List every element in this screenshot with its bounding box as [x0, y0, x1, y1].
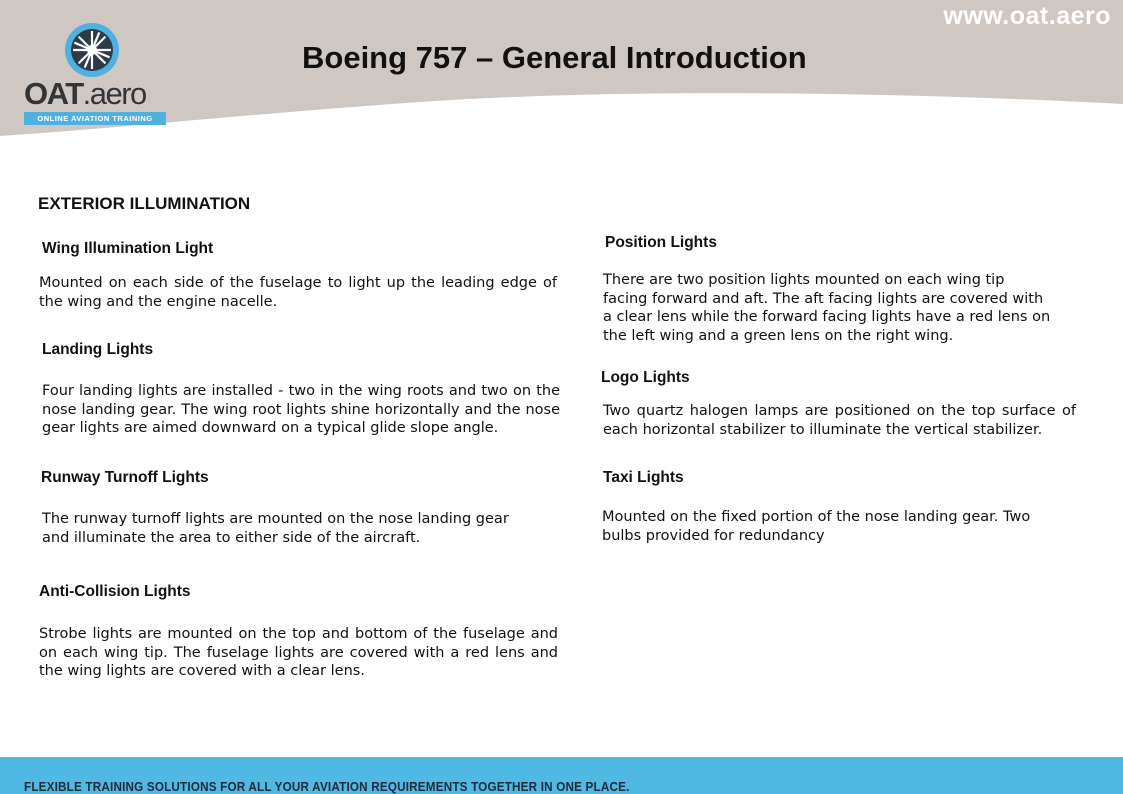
heading-position-lights: Position Lights	[605, 234, 717, 251]
heading-landing-lights: Landing Lights	[42, 341, 154, 358]
page-title: Boeing 757 – General Introduction	[302, 40, 807, 75]
heading-logo-lights: Logo Lights	[601, 369, 690, 386]
heading-taxi-lights: Taxi Lights	[603, 469, 684, 486]
text-runway-turnoff-lights: The runway turnoff lights are mounted on the nose landing gear and illuminate the area to either side of the aircraft.	[42, 511, 509, 546]
footer-tagline: FLEXIBLE TRAINING SOLUTIONS FOR ALL YOUR AVIATION REQUIREMENTS TOGETHER IN ONE PLACE.	[24, 779, 630, 794]
heading-runway-turnoff-lights: Runway Turnoff Lights	[41, 469, 209, 486]
oat-aero-logo	[22, 22, 168, 128]
text-anti-collision-lights: Strobe lights are mounted on the top and bottom of the fuselage and on each wing tip. The fuselage lights are covered with a red lens and the wing lights are covered with a clear lens.	[39, 626, 559, 679]
text-position-lights: There are two position lights mounted on each wing tip facing forward and aft. The aft facing lights are covered with a clear lens while the forward facing lights have a red lens on the left wing and a green lens on the right wing.	[603, 272, 1051, 344]
logo-tagline: ONLINE AVIATION TRAINING	[24, 112, 166, 125]
jet-engine-icon	[64, 22, 120, 78]
text-wing-illumination: Mounted on each side of the fuselage to light up the leading edge of the wing and the engine nacelle.	[39, 275, 557, 310]
text-landing-lights: Four landing lights are installed - two in the wing roots and two on the nose landing gear. The wing root lights shine horizontally and the nose gear lights are aimed downward on a typical glide slope angle.	[42, 383, 561, 436]
text-logo-lights: Two quartz halogen lamps are positioned on the top surface of each horizontal stabilizer to illuminate the vertical stabilizer.	[603, 403, 1076, 438]
heading-wing-illumination: Wing Illumination Light	[42, 240, 214, 257]
logo-wordmark: OAT.aero	[24, 76, 146, 111]
heading-anti-collision-lights: Anti-Collision Lights	[39, 583, 191, 600]
section-title: EXTERIOR ILLUMINATION	[38, 194, 251, 213]
website-url[interactable]: www.oat.aero	[943, 2, 1111, 30]
text-taxi-lights: Mounted on the fixed portion of the nose landing gear. Two bulbs provided for redundancy	[602, 509, 1031, 544]
footer-band	[0, 757, 1123, 794]
